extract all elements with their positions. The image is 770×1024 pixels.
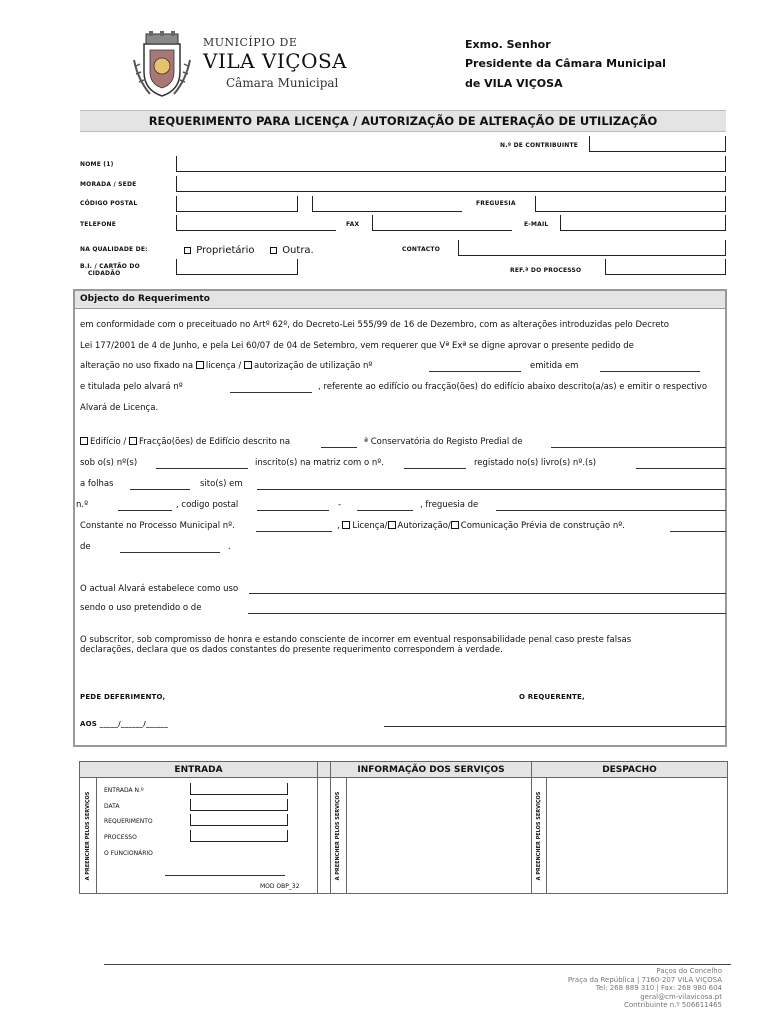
processo-label: PROCESSO <box>104 834 137 841</box>
sob-numero-field[interactable] <box>156 468 248 469</box>
fax-field[interactable] <box>372 215 512 231</box>
fraccao-checkbox[interactable] <box>129 437 137 445</box>
qualidade-label: NA QUALIDADE DE: <box>80 246 148 253</box>
licenca-construcao-text: Licença/ <box>352 521 388 531</box>
de-label: de <box>80 542 91 552</box>
codigo-postal-text: , codigo postal <box>176 500 239 510</box>
informacao-side-divider <box>346 778 347 893</box>
de-data-field[interactable] <box>120 552 220 553</box>
contacto-field[interactable] <box>458 240 726 256</box>
email-field[interactable] <box>560 215 726 231</box>
camara-label: Câmara Municipal <box>226 76 339 90</box>
autorizacao-construcao-text: Autorização/ <box>397 521 451 531</box>
numero-label: n.º <box>76 500 89 510</box>
proprietario-label: Proprietário <box>196 245 255 256</box>
nome-field[interactable] <box>176 156 726 172</box>
objecto-text-line-3 <box>80 361 372 371</box>
conservatoria-label: ª Conservatória do Registo Predial de <box>364 437 523 447</box>
morada-field[interactable] <box>176 176 726 192</box>
codigo-postal-label: CÓDIGO POSTAL <box>80 200 138 207</box>
alvara-numero-field[interactable] <box>230 392 312 393</box>
actual-uso-field[interactable] <box>249 593 726 594</box>
codigo-postal-field-2[interactable] <box>312 196 462 212</box>
addressee-line-3: de VILA VIÇOSA <box>465 77 563 90</box>
data-label: DATA <box>104 803 120 810</box>
table-divider-3 <box>531 762 532 893</box>
ref-processo-field[interactable] <box>605 259 726 275</box>
informacao-side-label: A PREENCHER PELOS SERVIÇOS <box>335 791 341 881</box>
sito-field[interactable] <box>257 489 726 490</box>
declaracao-line-1: O subscritor, sob compromisso de honra e estando consciente de incorrer em eventual responsabilidade penal caso preste falsas <box>80 635 632 645</box>
edificio-line <box>80 437 290 447</box>
processo-field[interactable] <box>190 830 288 842</box>
comma-separator: , <box>337 521 340 531</box>
objecto-freguesia-field[interactable] <box>496 510 726 511</box>
autorizacao-checkbox[interactable] <box>244 361 252 369</box>
freguesia-field[interactable] <box>535 196 726 212</box>
de-period: . <box>228 542 231 552</box>
licenca-checkbox[interactable] <box>196 361 204 369</box>
objecto-codigo-postal-field-2[interactable] <box>357 510 413 511</box>
despacho-side-label: A PREENCHER PELOS SERVIÇOS <box>536 791 542 881</box>
edificio-text: Edifício / <box>90 437 127 447</box>
despacho-side-divider <box>546 778 547 893</box>
licenca-autorizacao-line <box>337 521 625 531</box>
morada-label: MORADA / SEDE <box>80 181 137 188</box>
entrada-side-divider <box>96 778 97 893</box>
funcionario-signature-field[interactable] <box>165 875 285 876</box>
folhas-field[interactable] <box>130 489 190 490</box>
funcionario-label: O FUNCIONÁRIO <box>104 850 153 857</box>
codigo-postal-dash: - <box>338 500 342 510</box>
freguesia-label: FREGUESIA <box>476 200 516 207</box>
table-divider-2 <box>330 762 331 893</box>
folhas-label: a folhas <box>80 479 114 489</box>
declaracao-line-2: declarações, declara que os dados constantes do presente requerimento correspondem à verdade. <box>80 645 503 655</box>
bi-field[interactable] <box>176 259 298 275</box>
telefone-label: TELEFONE <box>80 221 117 228</box>
telefone-field[interactable] <box>176 215 336 231</box>
edificio-checkbox[interactable] <box>80 437 88 445</box>
objecto-section <box>73 289 727 747</box>
aos-data-label: AOS _____/______/______ <box>80 720 169 728</box>
coat-of-arms-logo <box>130 30 194 100</box>
title-bar <box>80 110 726 132</box>
autorizacao-construcao-checkbox[interactable] <box>388 521 396 529</box>
requerimento-label: REQUERIMENTO <box>104 818 153 825</box>
footer-line-3: Tel: 268 889 310 | Fax: 268 980 604 <box>595 984 722 992</box>
proprietario-option[interactable] <box>184 245 255 256</box>
requerimento-field[interactable] <box>190 814 288 826</box>
footer-line-5: Contribuinte n.º 506611465 <box>624 1001 722 1009</box>
alteracao-text: alteração no uso fixado na <box>80 361 194 371</box>
objecto-text-line-4: , referente ao edifício ou fracção(ões) do edifício abaixo descrito(a/as) e emitir o respectivo <box>318 382 708 392</box>
footer-address <box>568 967 722 1010</box>
mod-code: MOD OBP_32 <box>260 883 300 890</box>
contribuinte-label: N.º DE CONTRIBUINTE <box>500 142 579 149</box>
processo-municipal-field[interactable] <box>256 531 332 532</box>
inscrito-matriz-label: inscrito(s) na matriz com o nº. <box>255 458 384 468</box>
conservatoria-numero-field[interactable] <box>321 447 357 448</box>
objecto-codigo-postal-field-1[interactable] <box>257 510 329 511</box>
email-label: E-MAIL <box>524 221 549 228</box>
autorizacao-numero-field[interactable] <box>429 371 521 372</box>
data-field[interactable] <box>190 799 288 811</box>
comunicacao-previa-text: Comunicação Prévia de construção nº. <box>460 521 625 531</box>
despacho-header: DESPACHO <box>602 765 657 775</box>
proprietario-checkbox[interactable] <box>184 247 191 254</box>
porta-numero-field[interactable] <box>118 510 172 511</box>
objecto-text-line-2: Lei 177/2001 de 4 de Junho, e pela Lei 60/07 de 04 de Setembro, vem requerer que Vª Exª se digne aprovar o presente pedido de <box>80 341 634 351</box>
processo-municipal-label: Constante no Processo Municipal nº. <box>80 521 235 531</box>
vila-vicosa-label: VILA VIÇOSA <box>203 49 348 73</box>
autorizacao-utilizacao-text: autorização de utilização nº <box>254 361 373 371</box>
pede-deferimento-label: PEDE DEFERIMENTO, <box>80 693 166 701</box>
objecto-header <box>75 291 725 309</box>
fax-label: FAX <box>346 221 360 228</box>
table-divider-1 <box>317 762 318 893</box>
outra-option[interactable] <box>270 245 314 256</box>
addressee-line-2: Presidente da Câmara Municipal <box>465 57 666 70</box>
requerente-label: O REQUERENTE, <box>519 693 585 701</box>
entrada-numero-label: ENTRADA N.º <box>104 787 144 794</box>
bi-label-line-1: B.I. / CARTÃO DO <box>80 263 140 270</box>
footer-line-1: Paços do Concelho <box>656 967 722 975</box>
contacto-label: CONTACTO <box>402 246 440 253</box>
footer-line-2: Praça da República | 7160-207 VILA VIÇOSA <box>567 975 722 984</box>
addressee-line-1: Exmo. Senhor <box>465 38 551 51</box>
objecto-text-line-5: Alvará de Licença. <box>80 403 159 413</box>
codigo-postal-field-1[interactable] <box>176 196 298 212</box>
bi-label-line-2: CIDADÃO <box>88 270 121 277</box>
emitida-em-field[interactable] <box>600 371 700 372</box>
registado-livro-label: registado no(s) livro(s) nº.(s) <box>474 458 597 468</box>
construcao-numero-field[interactable] <box>670 531 726 532</box>
outra-label: Outra. <box>282 245 314 256</box>
uso-pretendido-field[interactable] <box>248 613 726 614</box>
informacao-header: INFORMAÇÃO DOS SERVIÇOS <box>357 765 505 775</box>
municipio-label: MUNICÍPIO DE <box>203 36 298 49</box>
sito-label: sito(s) em <box>200 479 243 489</box>
entrada-numero-field[interactable] <box>190 783 288 795</box>
emitida-em-label: emitida em <box>530 361 579 371</box>
entrada-header: ENTRADA <box>174 765 223 775</box>
footer-line-4: geral@cm-vilavicosa.pt <box>640 992 722 1001</box>
licenca-text: licença / <box>205 361 242 371</box>
entrada-side-label: A PREENCHER PELOS SERVIÇOS <box>85 791 91 881</box>
uso-pretendido-label: sendo o uso pretendido o de <box>80 603 202 613</box>
actual-alvara-label: O actual Alvará estabelece como uso <box>80 584 239 594</box>
sob-numero-label: sob o(s) nº(s) <box>80 458 138 468</box>
objecto-title: Objecto do Requerimento <box>80 294 210 304</box>
livro-numero-field[interactable] <box>636 468 726 469</box>
licenca-construcao-checkbox[interactable] <box>342 521 350 529</box>
requerente-signature-field[interactable] <box>384 726 726 727</box>
outra-checkbox[interactable] <box>270 247 277 254</box>
fraccao-text: Fracção(ões) de Edifício descrito na <box>139 437 291 447</box>
ref-processo-label: REF.ª DO PROCESSO <box>510 267 582 274</box>
nome-label: NOME (1) <box>80 161 114 168</box>
page-title: REQUERIMENTO PARA LICENÇA / AUTORIZAÇÃO DE ALTERAÇÃO DE UTILIZAÇÃO <box>148 114 658 128</box>
objecto-text-line-1: em conformidade com o preceituado no Artº 62º, do Decreto-Lei 555/99 de 16 de Dezembro, com as alterações introduzidas pelo Decreto <box>80 320 669 330</box>
conservatoria-local-field[interactable] <box>551 447 726 448</box>
freguesia-text: , freguesia de <box>420 500 479 510</box>
footer-rule <box>104 964 731 965</box>
alvara-label: e titulada pelo alvará nº <box>80 382 183 392</box>
comunicacao-previa-checkbox[interactable] <box>451 521 459 529</box>
contribuinte-field[interactable] <box>589 136 726 152</box>
matriz-numero-field[interactable] <box>404 468 466 469</box>
